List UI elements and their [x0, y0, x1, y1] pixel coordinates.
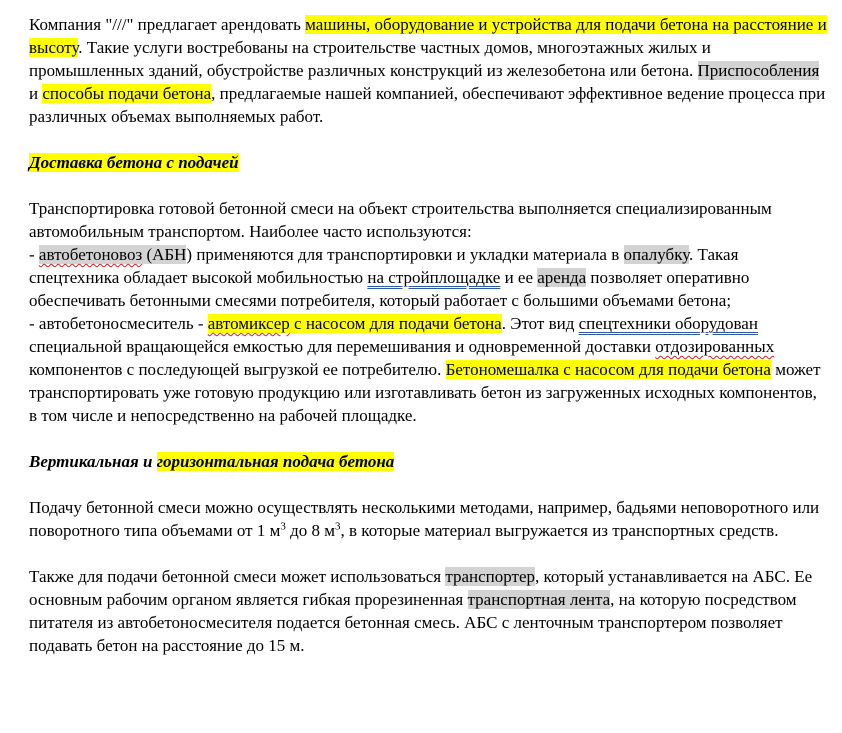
shaded-text: Приспособления [697, 61, 820, 80]
document-body [29, 13, 829, 657]
text-run: , в которые материал выгружается из транспортных средств. [340, 521, 779, 540]
blank-line [29, 473, 829, 496]
text-run: ) применяются для транспортировки и укладки материала в [186, 245, 624, 264]
shaded-text: опалубку [623, 245, 690, 264]
text-run: Компания "///" предлагает арендовать [29, 15, 306, 34]
heading-highlighted-text: горизонтальная подача бетона [156, 452, 395, 471]
highlighted-text: Бетономешалка с насосом для подачи бетона [445, 360, 771, 379]
shaded-text: (АБН [142, 245, 187, 264]
text-run: Подачу бетонной смеси можно осуществлять несколькими методами, например, бадьями неповоротного или поворотного типа объемами от 1 м [29, 498, 820, 540]
text-run: и ее [500, 268, 538, 287]
buckets-paragraph [29, 496, 829, 542]
shaded-text: транспортная лента [467, 590, 611, 609]
heading-text: Вертикальная и [29, 452, 157, 471]
spelling-error-text: автомиксер [207, 314, 290, 333]
conveyor-paragraph [29, 565, 829, 657]
superscript: 3 [280, 520, 286, 533]
grammar-flagged-text: на стройплощадке [367, 268, 501, 287]
spelling-error-text: автобетоновоз [38, 245, 143, 264]
text-run: до 8 м [285, 521, 336, 540]
text-run: . Такая спецтехника обладает высокой мобильностью [29, 245, 739, 287]
blank-line [29, 427, 829, 450]
text-run: Транспортировка готовой бетонной смеси на объект строительства выполняется специализированным автомобильным транспортом. Наиболее часто используются: [29, 199, 772, 241]
text-run: , который устанавливается на АБС. Ее основным рабочим органом является гибкая прорезиненная [29, 567, 813, 609]
delivery-paragraph [29, 197, 829, 427]
highlighted-text: с насосом для подачи бетона [289, 314, 502, 333]
blank-line [29, 174, 829, 197]
section-heading-delivery [29, 151, 829, 174]
highlighted-text: машины, оборудование и устройства для подачи бетона на расстояние и высоту [29, 15, 827, 57]
text-run: , на которую посредством питателя из автобетоносмесителя подается бетонная смесь. АБС с ленточным транспортером позволяет подавать бетон на расстояние до 15 м. [29, 590, 797, 655]
text-run: , предлагаемые нашей компанией, обеспечивают эффективное ведение процесса при различных объемах выполняемых работ. [29, 84, 826, 126]
text-run: компонентов с последующей выгрузкой ее потребителю. [29, 360, 446, 379]
grammar-flagged-text: спецтехники оборудован [578, 314, 758, 333]
shaded-text: аренда [537, 268, 587, 287]
superscript: 3 [335, 520, 341, 533]
text-run: . Этот вид [501, 314, 579, 333]
spelling-error-text: отдозированных [655, 337, 775, 356]
blank-line [29, 128, 829, 151]
text-run: специальной вращающейся емкостью для перемешивания и одновременной доставки [29, 337, 656, 356]
text-run: может транспортировать уже готовую продукцию или изготавливать бетон из загруженных исходных компонентов, в том числе и непосредственно на рабочей площадке. [29, 360, 821, 425]
intro-paragraph [29, 13, 829, 128]
text-run: - [29, 245, 39, 264]
heading-text: Доставка бетона с подачей [29, 153, 239, 172]
text-run: и [29, 84, 43, 103]
blank-line [29, 542, 829, 565]
text-run: Также для подачи бетонной смеси может использоваться [29, 567, 446, 586]
section-heading-feeding [29, 450, 829, 473]
text-run: - автобетоносмеситель - [29, 314, 208, 333]
text-run: позволяет оперативно обеспечивать бетонными смесями потребителя, который работает с большими объемами бетона; [29, 268, 750, 310]
shaded-text: транспортер [445, 567, 536, 586]
highlighted-text: способы подачи бетона [42, 84, 212, 103]
text-run: . Такие услуги востребованы на строительстве частных домов, многоэтажных жилых и промышленных зданий, обустройстве различных конструкций из железобетона или бетона. [29, 38, 711, 80]
